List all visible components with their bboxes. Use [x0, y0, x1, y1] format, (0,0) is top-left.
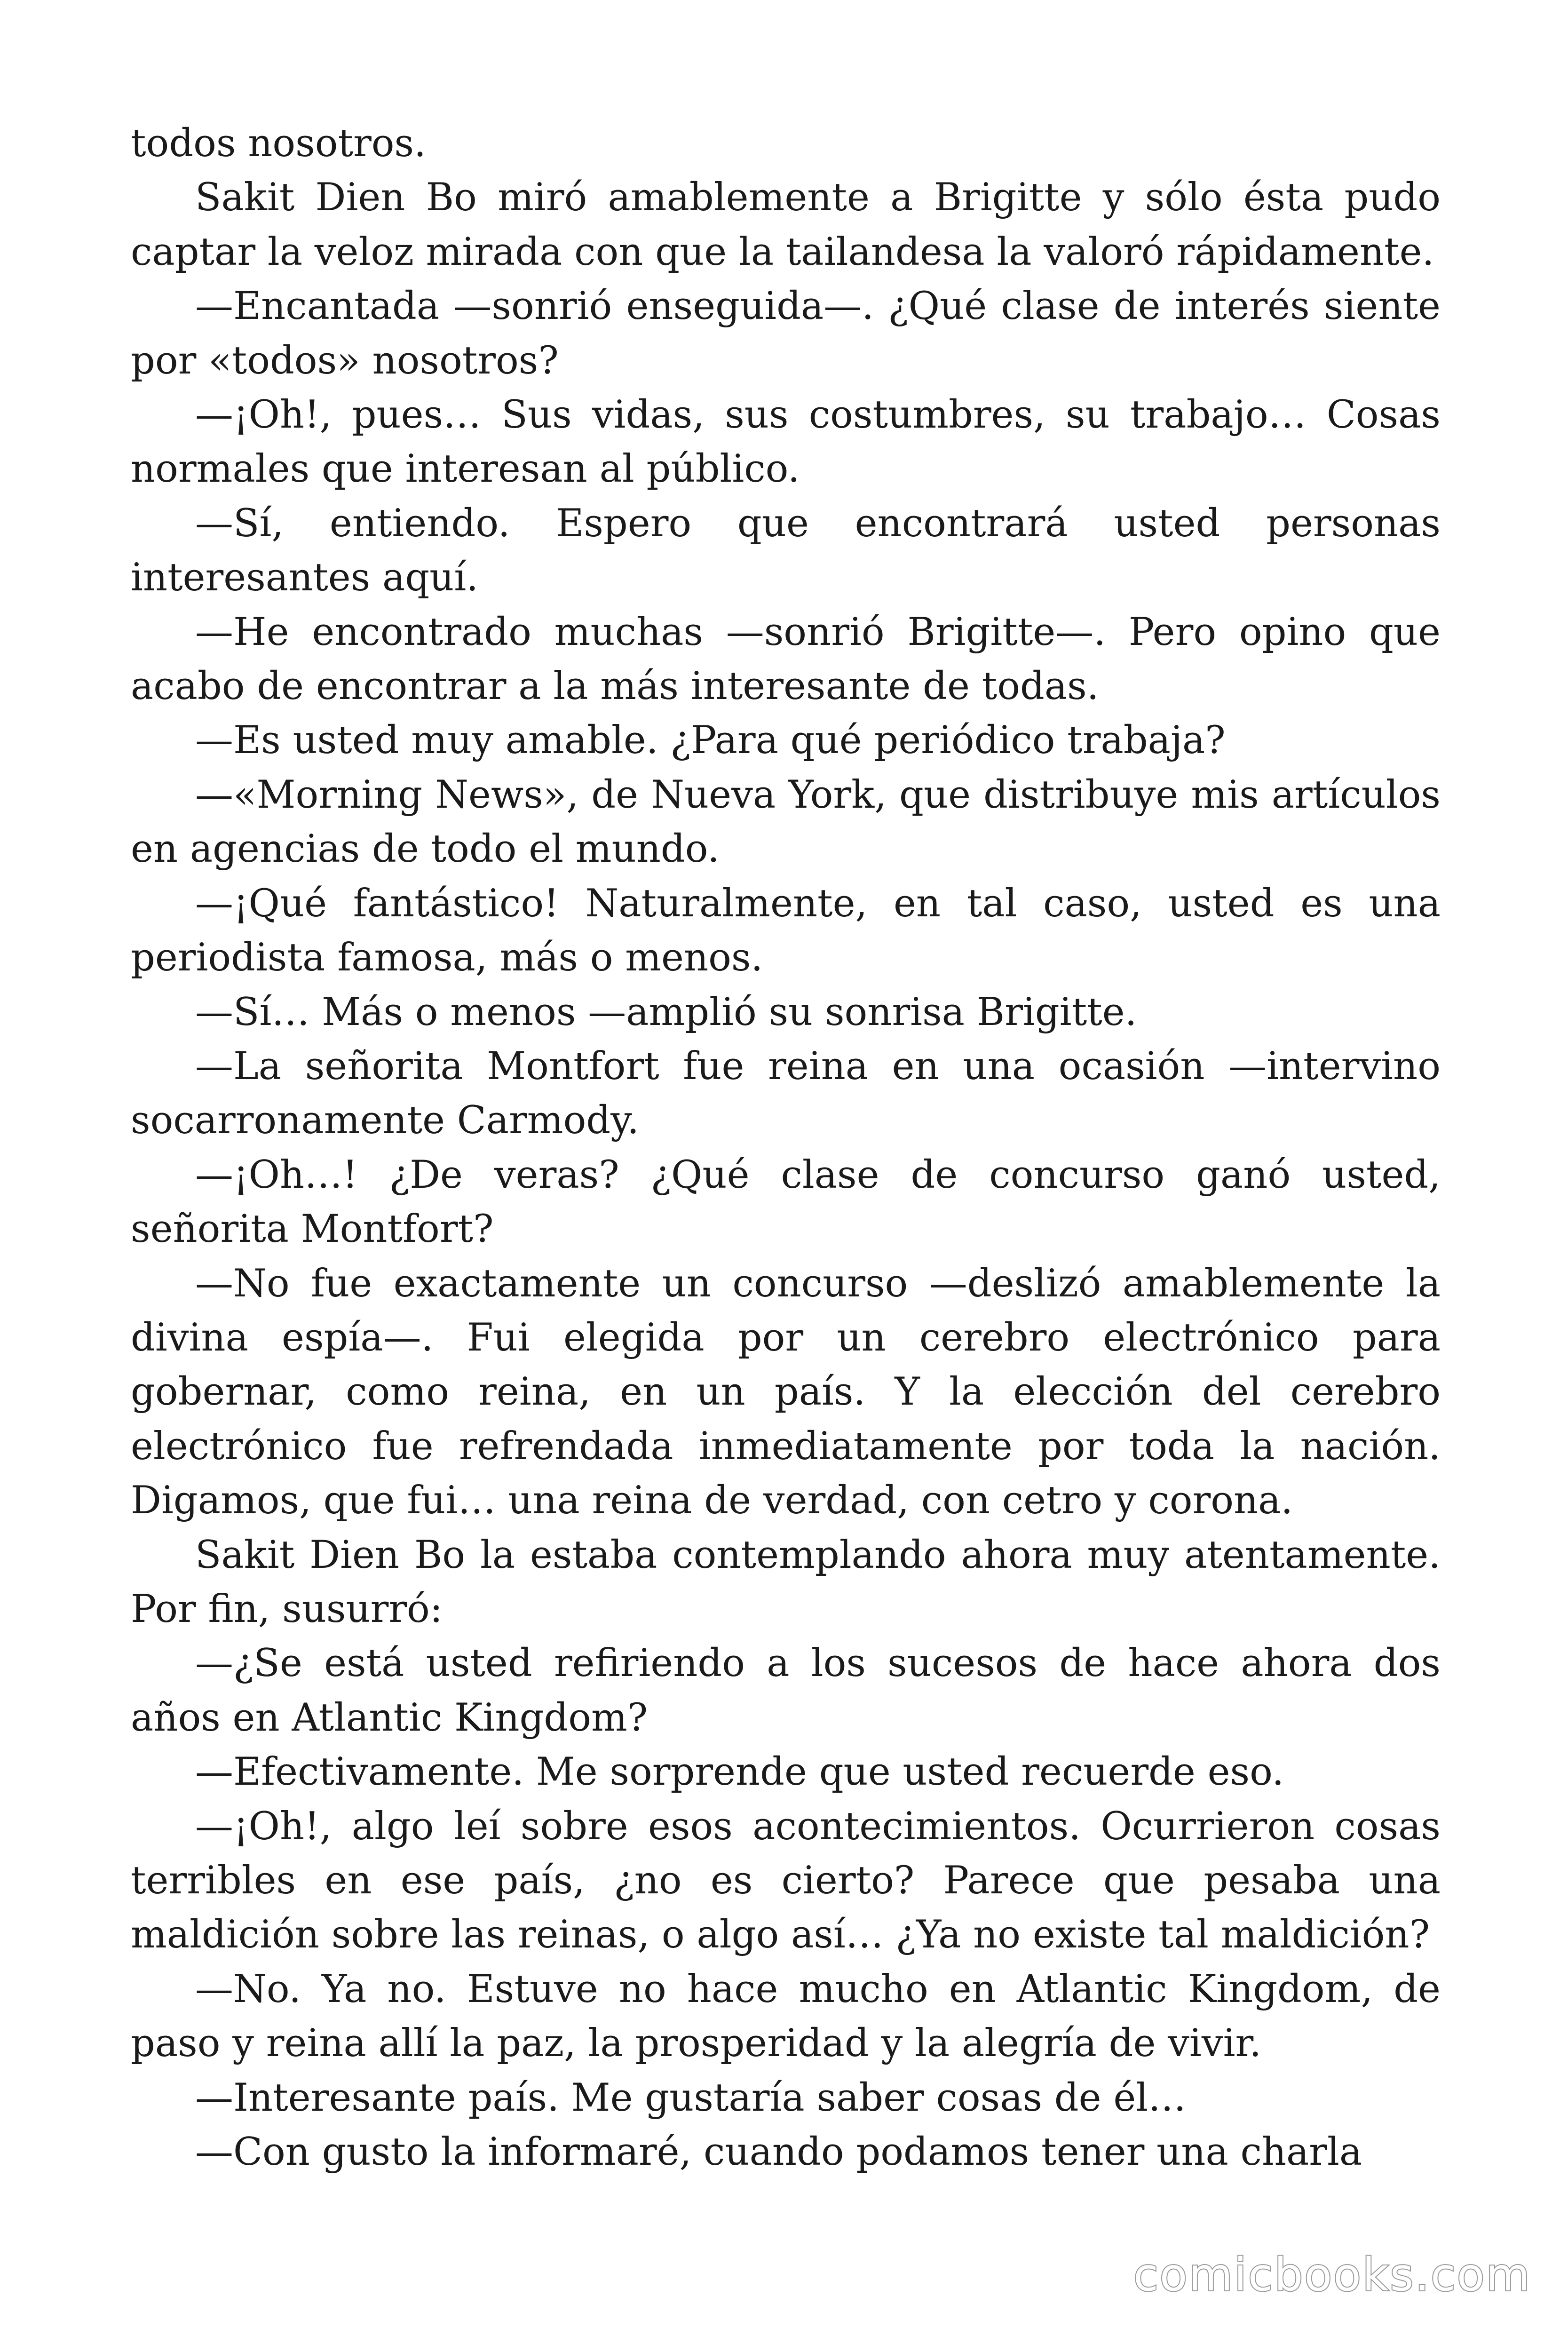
- paragraph: —¡Oh!, pues… Sus vidas, sus costumbres, su trabajo… Cosas normales que interesan al público.: [131, 393, 1441, 492]
- paragraph: —¡Qué fantástico! Naturalmente, en tal caso, usted es una periodista famosa, más o menos.: [131, 881, 1441, 980]
- watermark-text: comicbooks.com: [1133, 2249, 1531, 2301]
- paragraph: —¡Oh…! ¿De veras? ¿Qué clase de concurso ganó usted, señorita Montfort?: [131, 1152, 1441, 1252]
- paragraph: —No. Ya no. Estuve no hace mucho en Atlantic Kingdom, de paso y reina allí la paz, la prosperidad y la alegría de vivir.: [131, 1967, 1441, 2066]
- paragraph: —Es usted muy amable. ¿Para qué periódico trabaja?: [195, 718, 1226, 763]
- paragraph: —He encontrado muchas —sonrió Brigitte—. Pero opino que acabo de encontrar a la más interesante de todas.: [131, 610, 1441, 709]
- paragraph: —«Morning News», de Nueva York, que distribuye mis artículos en agencias de todo el mundo.: [131, 772, 1441, 872]
- paragraph: Sakit Dien Bo miró amablemente a Brigitte y sólo ésta pudo captar la veloz mirada con que la tailandesa la valoró rápidamente.: [131, 175, 1441, 274]
- paragraph: —Encantada —sonrió enseguida—. ¿Qué clase de interés siente por «todos» nosotros?: [131, 284, 1441, 383]
- paragraph: Sakit Dien Bo la estaba contemplando ahora muy atentamente. Por fin, susurró:: [131, 1533, 1441, 1631]
- paragraph: todos nosotros.: [131, 121, 426, 166]
- paragraph: —Con gusto la informaré, cuando podamos tener una charla: [195, 2130, 1362, 2175]
- paragraph: —Interesante país. Me gustaría saber cosas de él…: [195, 2075, 1187, 2120]
- paragraph: —No fue exactamente un concurso —deslizó amablemente la divina espía—. Fui elegida por un cerebro electrónico para gobernar, como reina, en un país. Y la elección del cerebro electrónico fue refrendada inmediatamente por toda la nación. Digamos, que fui… una reina de verdad, con cetro y corona.: [131, 1261, 1441, 1523]
- paragraph: —¿Se está usted refiriendo a los sucesos de hace ahora dos años en Atlantic Kingdom?: [131, 1641, 1441, 1740]
- paragraph: —Sí, entiendo. Espero que encontrará usted personas interesantes aquí.: [131, 501, 1441, 600]
- paragraph: —¡Oh!, algo leí sobre esos acontecimientos. Ocurrieron cosas terribles en ese país, ¿no es cierto? Parece que pesaba una maldición sobre las reinas, o algo así… ¿Ya no existe tal maldición?: [131, 1804, 1441, 1957]
- paragraph: —Efectivamente. Me sorprende que usted recuerde eso.: [195, 1750, 1284, 1795]
- paragraph: —La señorita Montfort fue reina en una ocasión —intervino socarronamente Carmody.: [131, 1044, 1441, 1143]
- paragraph: —Sí… Más o menos —amplió su sonrisa Brigitte.: [195, 990, 1137, 1034]
- page-body-text: [131, 117, 1441, 2179]
